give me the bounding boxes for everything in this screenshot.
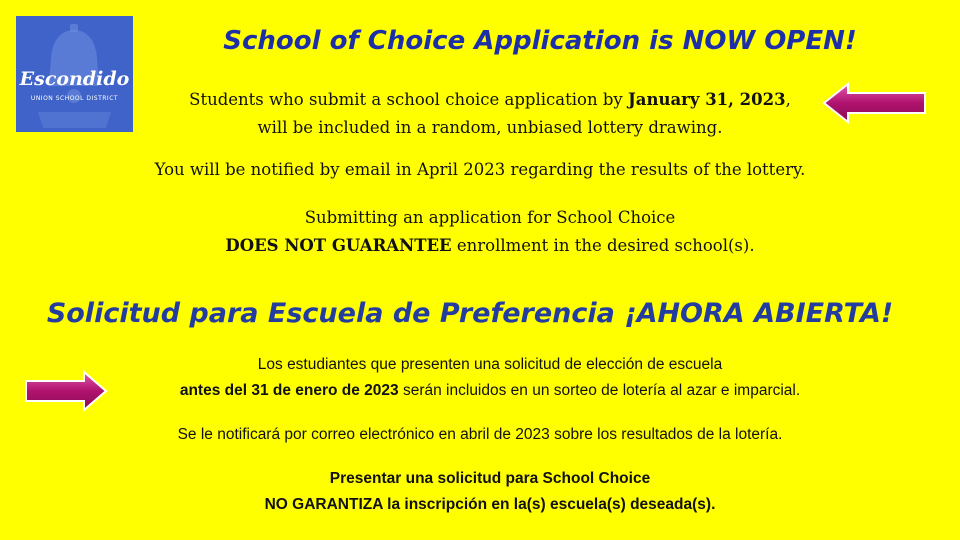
english-p3-text: enrollment in the desired school(s).: [451, 236, 755, 255]
english-p1-text: Students who submit a school choice application by: [189, 90, 628, 109]
logo-wordmark: Escondido: [19, 68, 130, 90]
english-p1-comma: ,: [785, 90, 791, 109]
district-logo: [16, 16, 133, 132]
spanish-paragraph-1-line-2: [110, 382, 870, 400]
spanish-paragraph-3-line-2: NO GARANTIZA la inscripción en la(s) escuela(s) deseada(s).: [264, 496, 716, 513]
spanish-paragraph-1-line-1: Los estudiantes que presenten una solicitud de elección de escuela: [257, 356, 723, 373]
spanish-deadline: antes del 31 de enero de 2023: [179, 382, 399, 399]
english-deadline: January 31, 2023: [627, 90, 786, 109]
left-arrow-icon: [822, 82, 928, 124]
english-not-guarantee: DOES NOT GUARANTEE: [225, 236, 452, 255]
spanish-paragraph-3-line-1: Presentar una solicitud para School Choice: [329, 470, 651, 487]
english-paragraph-3-line-2: [100, 236, 880, 255]
spanish-paragraph-2: Se le notificará por correo electrónico en abril de 2023 sobre los resultados de la lotería.: [177, 426, 783, 443]
english-paragraph-3-line-1: Submitting an application for School Choice: [304, 208, 676, 227]
english-paragraph-2: You will be notified by email in April 2023 regarding the results of the lottery.: [154, 160, 806, 179]
spanish-p1-text: serán incluidos en un sorteo de lotería al azar e imparcial.: [398, 382, 801, 399]
english-paragraph-1-line-2: will be included in a random, unbiased lottery drawing.: [257, 118, 723, 137]
english-title: School of Choice Application is NOW OPEN!: [223, 26, 857, 56]
logo-subtitle: UNION SCHOOL DISTRICT: [30, 95, 119, 102]
spanish-title: Solicitud para Escuela de Preferencia ¡AHORA ABIERTA!: [46, 298, 894, 329]
right-arrow-icon: [24, 370, 108, 412]
english-paragraph-1-line-1: [140, 90, 840, 109]
